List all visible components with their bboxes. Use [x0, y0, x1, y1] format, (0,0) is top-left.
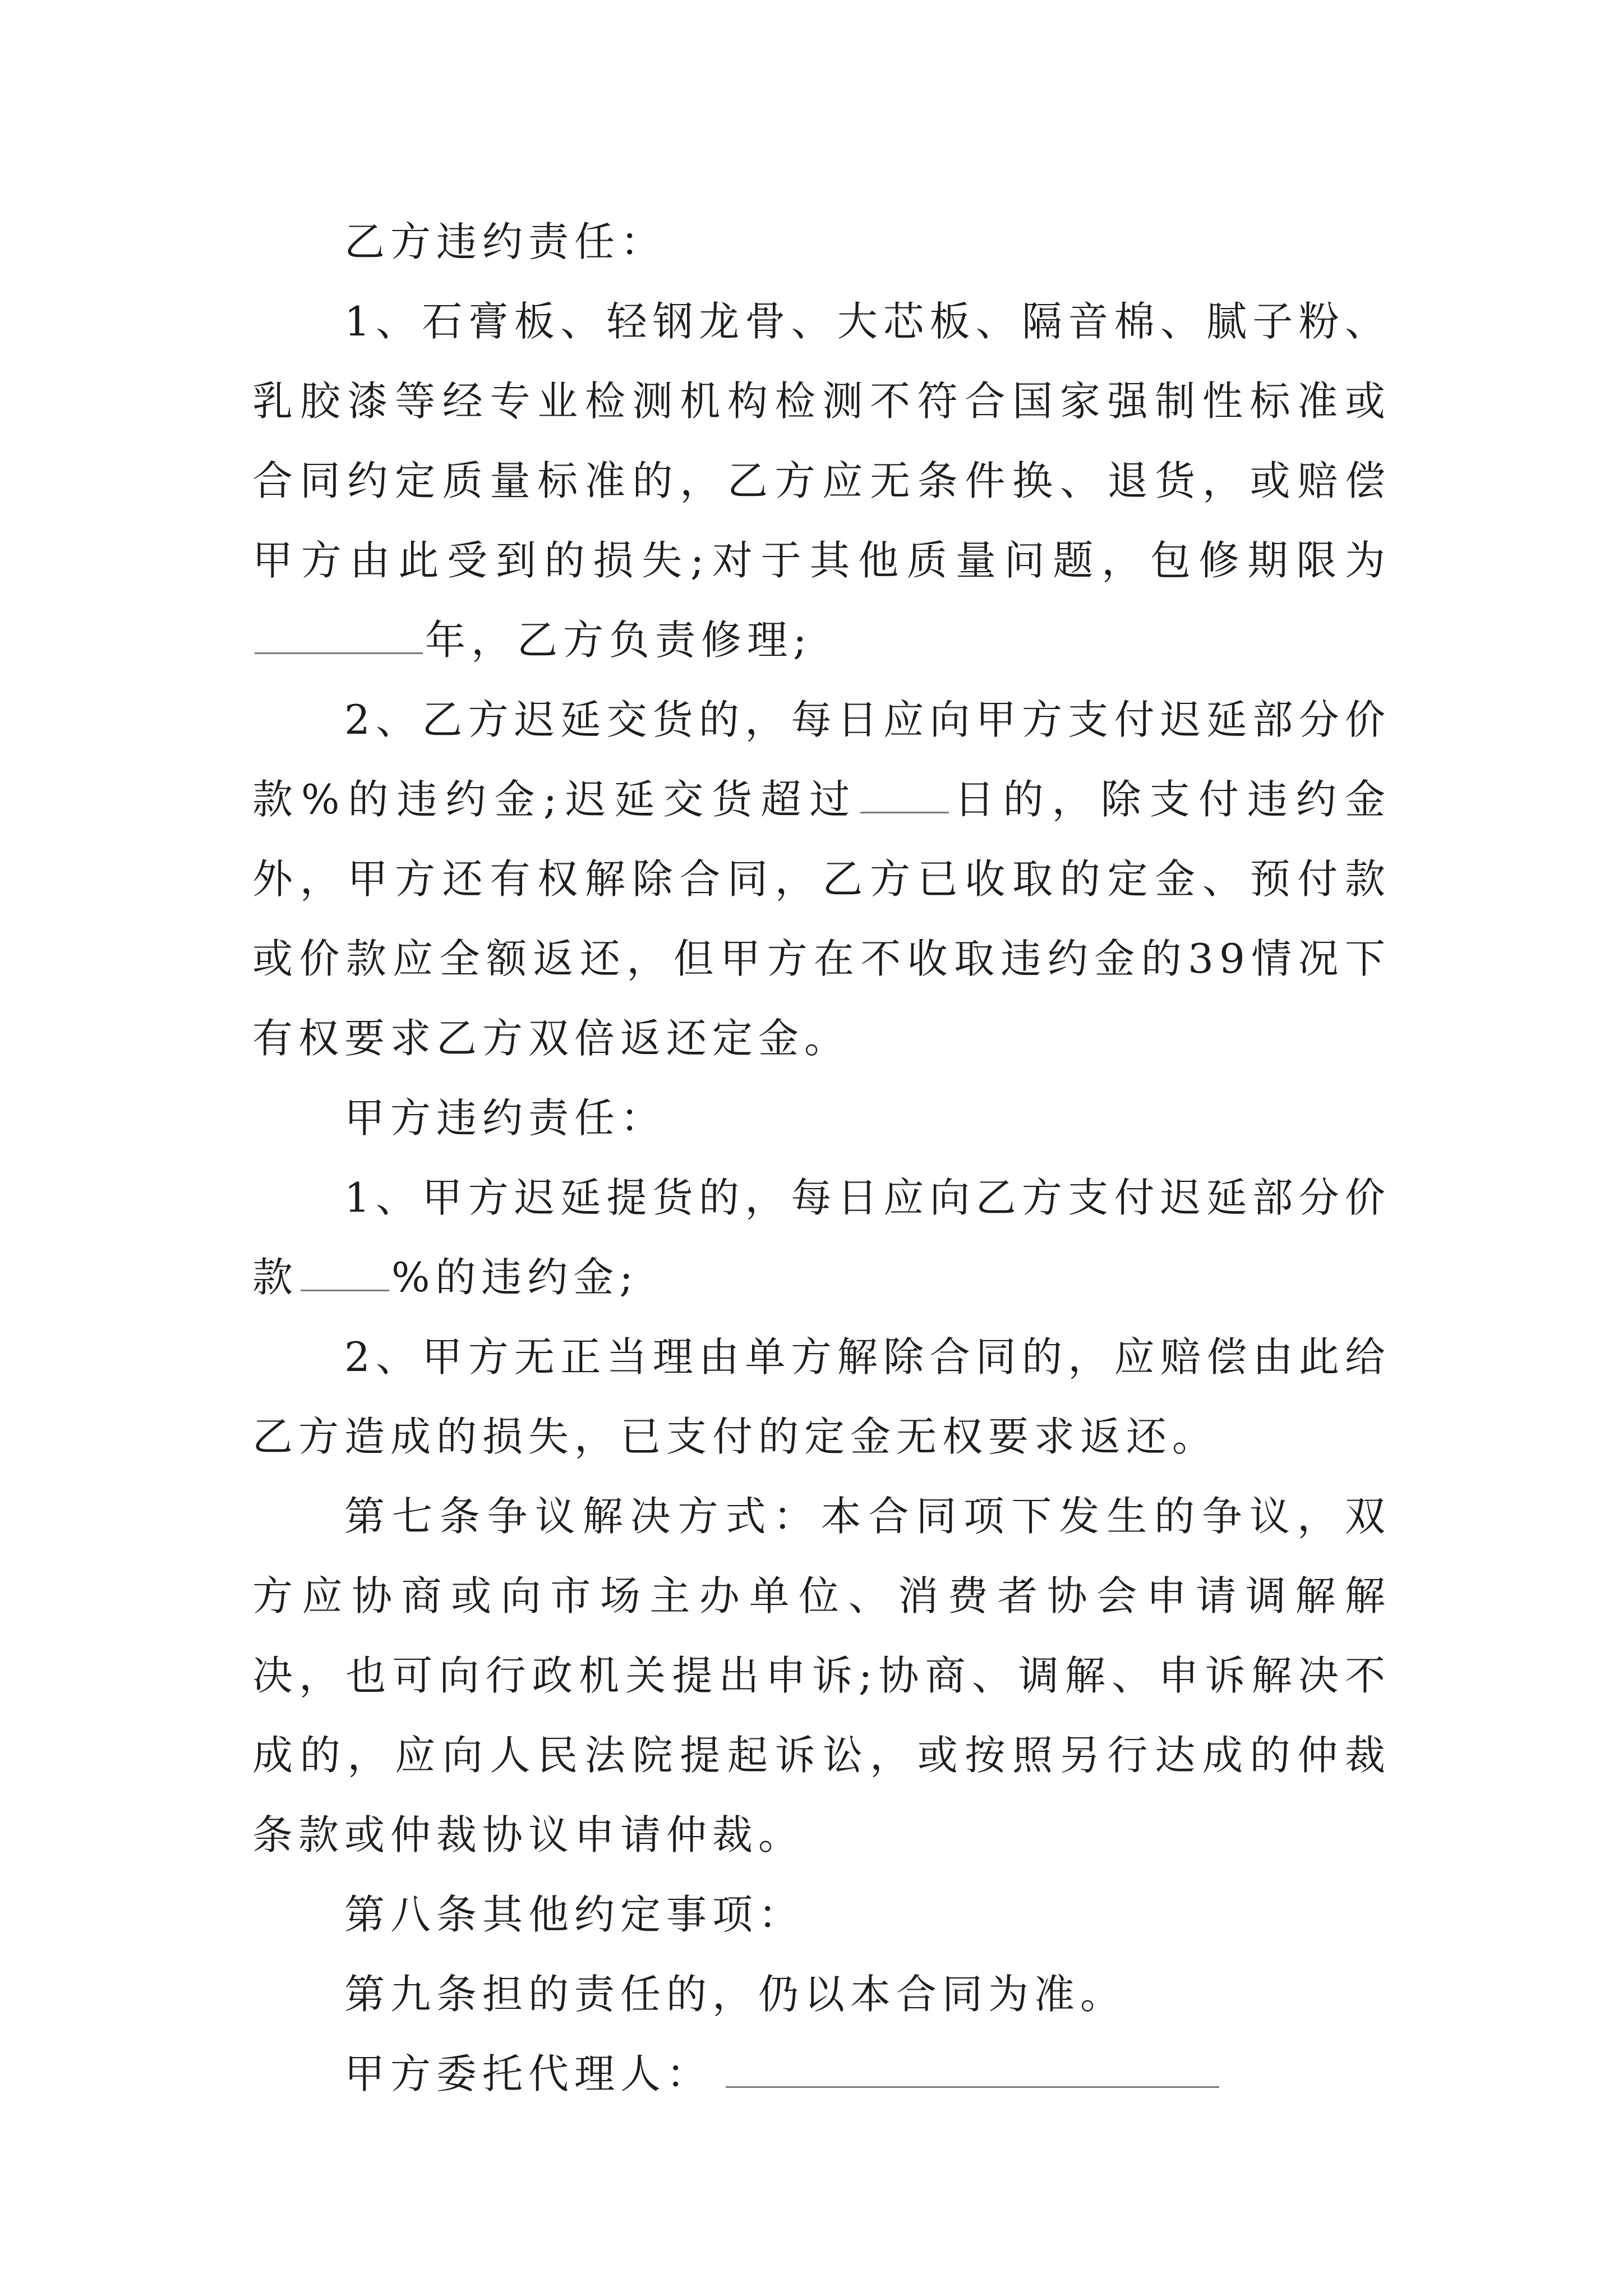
- agent-signature-blank: [726, 2050, 1219, 2088]
- article-8-other-matters: 第八条其他约定事项：: [344, 1891, 805, 1938]
- party-a-item-1-text-b: %的违约金;: [391, 1254, 639, 1301]
- article-9-text: 第九条担的责任的，仍以本合同为准。: [344, 1971, 1127, 2018]
- party-a-liability-item-1: [252, 1158, 1391, 1317]
- party-b-liability-item-2: [252, 680, 1391, 1078]
- party-b-item-2-text-a: 2、乙方迟延交货的，每日应向甲方支付迟延部分价款%的违约金;迟延交货超过: [252, 696, 1391, 823]
- party-b-item-2-text-b: 日的，除支付违约金外，甲方还有权解除合同，乙方已收取的定金、预付款或价款应全额返还，但甲方在不收取违约金的39情况下有权要求乙方双倍返还定金。: [252, 776, 1391, 1062]
- party-b-liability-heading: 乙方违约责任：: [344, 218, 667, 265]
- party-b-liability-item-1: [252, 282, 1391, 680]
- party-a-liability-heading: 甲方违约责任：: [344, 1094, 667, 1142]
- party-b-item-1-text-a: 1、石膏板、轻钢龙骨、大芯板、隔音棉、腻子粉、乳胶漆等经专业检测机构检测不符合国家强制性标准或合同约定质量标准的，乙方应无条件换、退货，或赔偿甲方由此受到的损失;对于其他质量问题，包修期限为: [252, 298, 1391, 584]
- warranty-years-blank: [255, 616, 423, 654]
- party-a-liability-item-2: 2、甲方无正当理由单方解除合同的，应赔偿由此给乙方造成的损失，已支付的定金无权要求返还。: [252, 1333, 1391, 1460]
- party-b-item-1-text-b: 年，乙方负责修理;: [425, 616, 813, 664]
- article-7-dispute-resolution: 第七条争议解决方式：本合同项下发生的争议，双方应协商或向市场主办单位、消费者协会申请调解解决，也可向行政机关提出申诉;协商、调解、申诉解决不成的，应向人民法院提起诉讼，或按照另行达成的仲裁条款或仲裁协议申请仲裁。: [252, 1493, 1391, 1858]
- party-a-agent-label: 甲方委托代理人：: [344, 2050, 713, 2097]
- penalty-percent-blank: [301, 1253, 389, 1291]
- delay-days-blank: [860, 775, 949, 813]
- party-a-agent-line: [252, 2034, 1391, 2114]
- party-a-item-1-text-a: 1、甲方迟延提货的，每日应向乙方支付迟延部分价款: [252, 1174, 1391, 1301]
- document-body: [252, 202, 1391, 2114]
